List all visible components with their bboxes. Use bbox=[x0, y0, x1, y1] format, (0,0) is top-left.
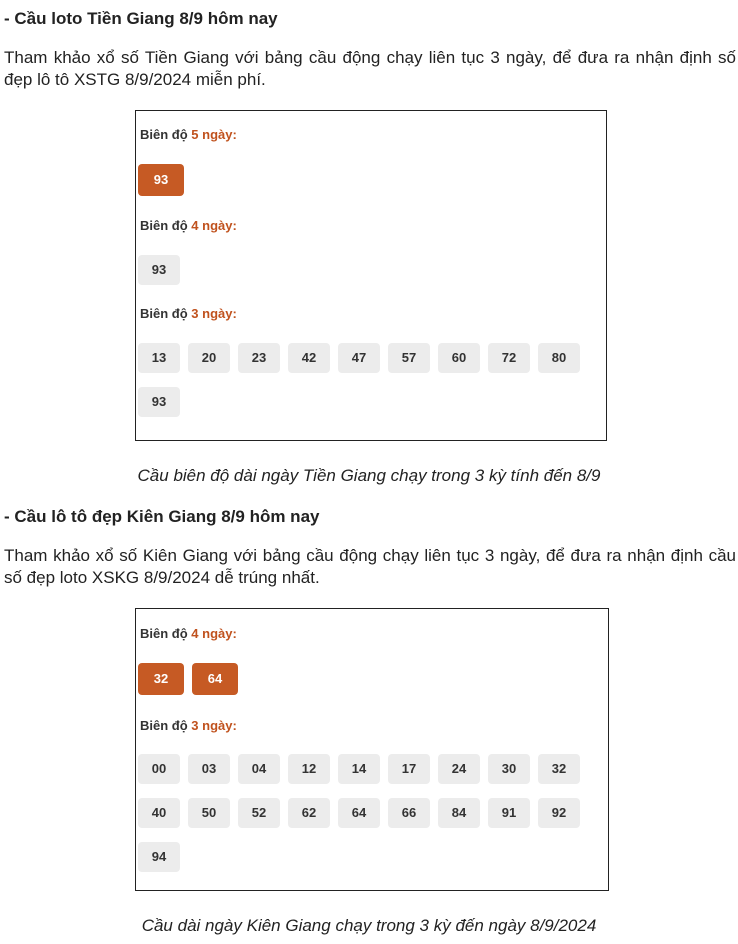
lottery-number-chip: 24 bbox=[438, 754, 480, 784]
lottery-number-chip: 93 bbox=[138, 255, 180, 285]
lottery-number-chip: 80 bbox=[538, 343, 580, 373]
lottery-number-chip: 32 bbox=[538, 754, 580, 784]
lottery-number-chip: 32 bbox=[138, 663, 184, 695]
lottery-number-chip: 72 bbox=[488, 343, 530, 373]
range-label bbox=[140, 127, 237, 143]
lottery-number-chip: 52 bbox=[238, 798, 280, 828]
lottery-number-chip: 20 bbox=[188, 343, 230, 373]
section1-paragraph: Tham khảo xổ số Tiền Giang với bảng cầu động chạy liên tục 3 ngày, để đưa ra nhận định số đẹp lô tô XSTG 8/9/2024 miễn phí. bbox=[4, 48, 736, 89]
range-prefix: Biên độ bbox=[140, 127, 192, 142]
lottery-number-chip: 40 bbox=[138, 798, 180, 828]
lottery-number-chip: 84 bbox=[438, 798, 480, 828]
lottery-number-chip: 47 bbox=[338, 343, 380, 373]
lottery-number-chip: 50 bbox=[188, 798, 230, 828]
section1-heading: - Cầu loto Tiền Giang 8/9 hôm nay bbox=[4, 9, 278, 28]
range-label bbox=[140, 718, 237, 734]
lottery-number-chip: 17 bbox=[388, 754, 430, 784]
lottery-number-chip: 66 bbox=[388, 798, 430, 828]
section1-table bbox=[135, 110, 607, 441]
lottery-number-chip: 00 bbox=[138, 754, 180, 784]
range-days: 4 ngày: bbox=[191, 626, 237, 641]
lottery-number-chip: 13 bbox=[138, 343, 180, 373]
range-days: 3 ngày: bbox=[191, 718, 237, 733]
lottery-number-chip: 91 bbox=[488, 798, 530, 828]
lottery-number-chip: 94 bbox=[138, 842, 180, 872]
lottery-number-chip: 23 bbox=[238, 343, 280, 373]
lottery-number-chip: 93 bbox=[138, 387, 180, 417]
lottery-number-chip: 12 bbox=[288, 754, 330, 784]
range-label bbox=[140, 218, 237, 234]
range-label bbox=[140, 306, 237, 322]
lottery-number-chip: 64 bbox=[338, 798, 380, 828]
range-prefix: Biên độ bbox=[140, 306, 192, 321]
lottery-number-chip: 04 bbox=[238, 754, 280, 784]
section2-caption: Cầu dài ngày Kiên Giang chạy trong 3 kỳ đến ngày 8/9/2024 bbox=[141, 916, 597, 935]
section2-paragraph: Tham khảo xổ số Kiên Giang với bảng cầu động chạy liên tục 3 ngày, để đưa ra nhận định cầu số đẹp loto XSKG 8/9/2024 dễ trúng nhất. bbox=[4, 546, 736, 587]
section2-heading: - Cầu lô tô đẹp Kiên Giang 8/9 hôm nay bbox=[4, 507, 320, 526]
range-days: 3 ngày: bbox=[191, 306, 237, 321]
lottery-number-chip: 03 bbox=[188, 754, 230, 784]
range-days: 5 ngày: bbox=[191, 127, 237, 142]
lottery-number-chip: 14 bbox=[338, 754, 380, 784]
lottery-number-chip: 64 bbox=[192, 663, 238, 695]
lottery-number-chip: 62 bbox=[288, 798, 330, 828]
lottery-number-chip: 42 bbox=[288, 343, 330, 373]
range-prefix: Biên độ bbox=[140, 218, 192, 233]
range-prefix: Biên độ bbox=[140, 718, 192, 733]
range-label bbox=[140, 626, 237, 642]
lottery-number-chip: 93 bbox=[138, 164, 184, 196]
section1-caption: Cầu biên độ dài ngày Tiền Giang chạy trong 3 kỳ tính đến 8/9 bbox=[137, 466, 601, 485]
lottery-number-chip: 30 bbox=[488, 754, 530, 784]
lottery-number-chip: 60 bbox=[438, 343, 480, 373]
lottery-number-chip: 92 bbox=[538, 798, 580, 828]
range-prefix: Biên độ bbox=[140, 626, 192, 641]
lottery-number-chip: 57 bbox=[388, 343, 430, 373]
section2-table bbox=[135, 608, 609, 891]
range-days: 4 ngày: bbox=[191, 218, 237, 233]
